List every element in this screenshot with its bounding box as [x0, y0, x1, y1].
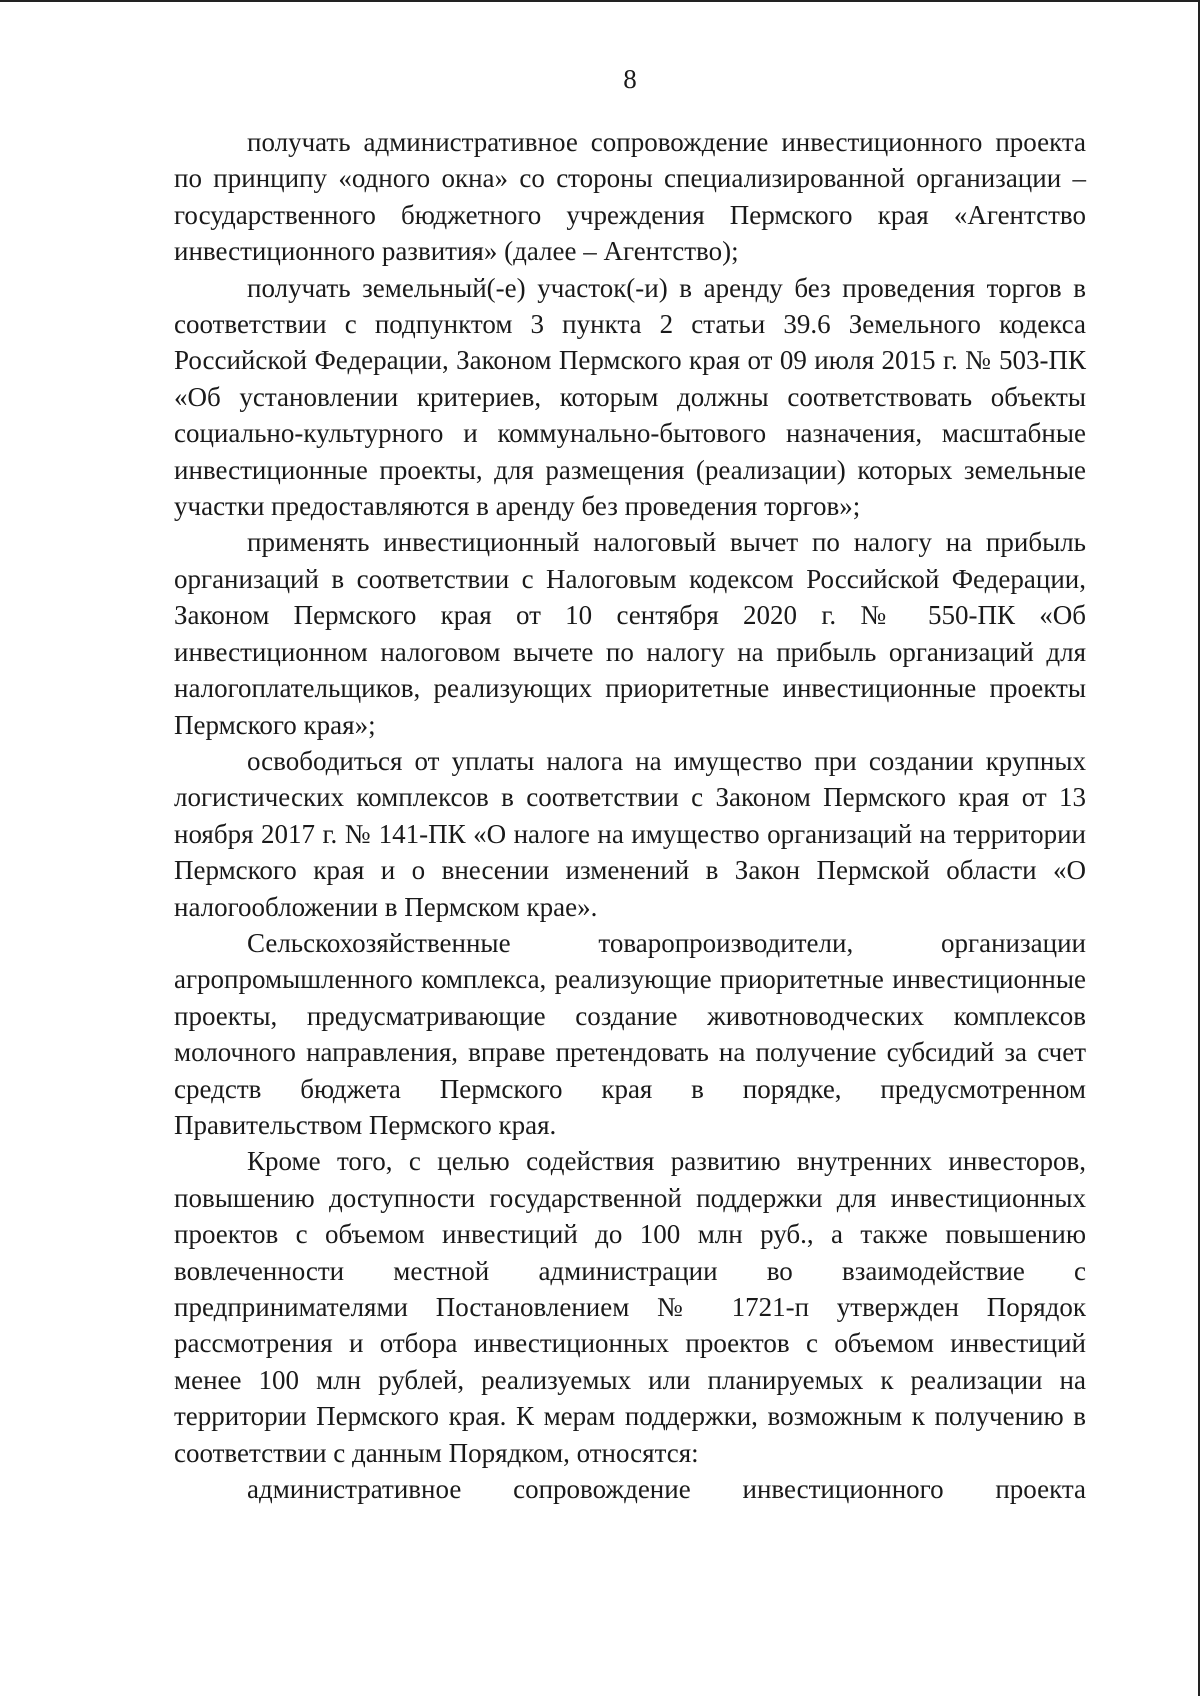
paragraph-agricultural-subsidies: Сельскохозяйственные товаропроизводители, организации агропромышленного комплекса, реализующие приоритетные инвестиционные проекты, предусматривающие создание животноводческих комплексов молочного направления, вправе претендовать на получение субсидий за счет средств бюджета Пермского края в порядке, предусмотренном Правительством Пермского края.: [174, 927, 1086, 1140]
document-body: [174, 124, 1086, 1507]
paragraph-support-measure-start: административное сопровождение инвестиционного проекта: [247, 1474, 1086, 1505]
page-number: 8: [623, 64, 637, 94]
paragraph-property-tax-exemption: освободиться от уплаты налога на имущество при создании крупных логистических комплексов в соответствии с Законом Пермского края от 13 ноября 2017 г. № 141-ПК «О налоге на имущество организаций на территории Пермского края и о внесении изменений в Закон Пермской области «О налогообложении в Пермском крае».: [174, 745, 1086, 922]
paragraph-tax-deduction: применять инвестиционный налоговый вычет по налогу на прибыль организаций в соответствии с Налоговым кодексом Российской Федерации, Законом Пермского края от 10 сентября 2020 г. № 550-ПК «Об инвестиционном налоговом вычете по налогу на прибыль организаций для налогоплательщиков, реализующих приоритетные инвестиционные проекты Пермского края»;: [174, 527, 1086, 740]
paragraph-small-projects-procedure: Кроме того, с целью содействия развитию внутренних инвесторов, повышению доступности государственной поддержки для инвестиционных проектов с объемом инвестиций до 100 млн руб., а также повышению вовлеченности местной администрации во взаимодействие с предпринимателями Постановлением № 1721-п утвержден Порядок рассмотрения и отбора инвестиционных проектов с объемом инвестиций менее 100 млн рублей, реализуемых или планируемых к реализации на территории Пермского края. К мерам поддержки, возможным к получению в соответствии с данным Порядком, относятся:: [174, 1146, 1086, 1468]
paragraph-land-lease: получать земельный(-е) участок(-и) в аренду без проведения торгов в соответствии с подпунктом 3 пункта 2 статьи 39.6 Земельного кодекса Российской Федерации, Законом Пермского края от 09 июля 2015 г. № 503-ПК «Об установлении критериев, которым должны соответствовать объекты социально-культурного и коммунально-бытового назначения, масштабные инвестиционные проекты, для размещения (реализации) которых земельные участки предоставляются в аренду без проведения торгов»;: [174, 272, 1086, 522]
paragraph-administrative-support: получать административное сопровождение инвестиционного проекта по принципу «одного окна» со стороны специализированной организации – государственного бюджетного учреждения Пермского края «Агентство инвестиционного развития» (далее – Агентство);: [174, 127, 1086, 267]
